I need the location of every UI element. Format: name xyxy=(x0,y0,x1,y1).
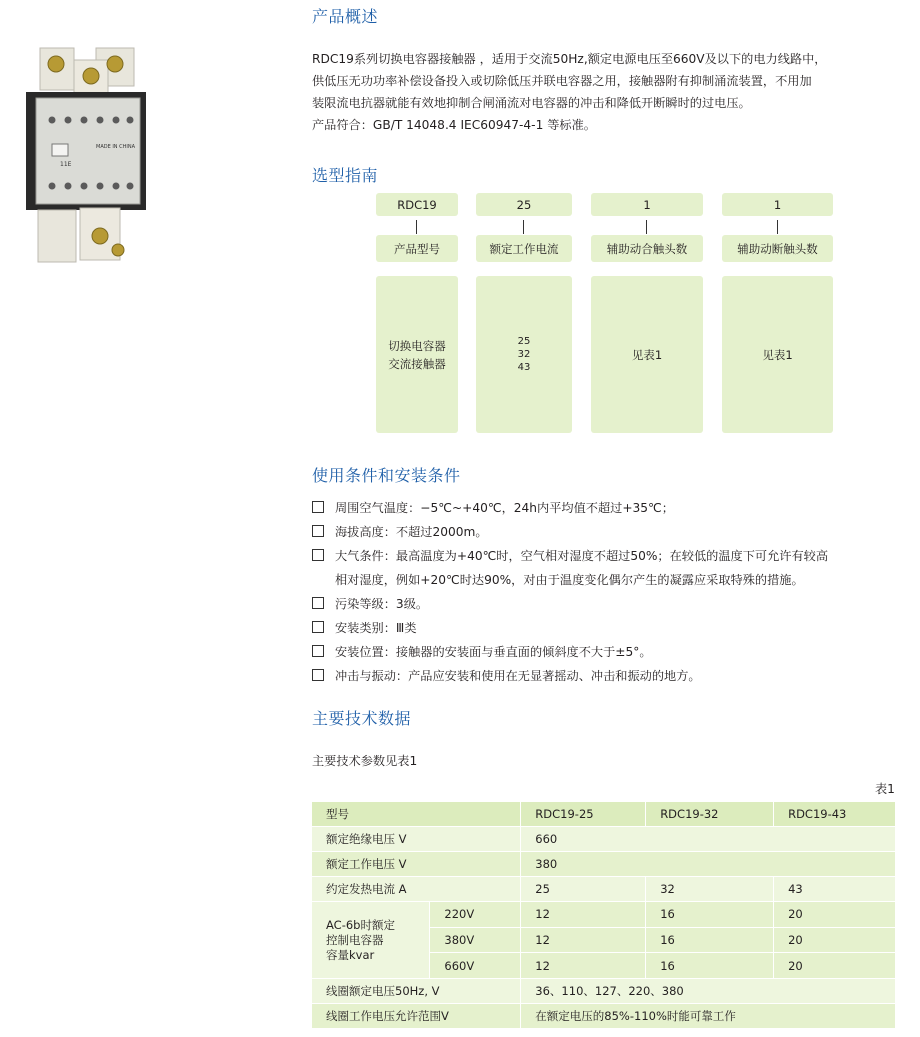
checkbox-icon xyxy=(312,525,324,537)
selection-desc-line: 见表1 xyxy=(762,347,793,362)
table-header-cell: RDC19-43 xyxy=(774,802,896,827)
table-cell: 16 xyxy=(646,902,774,928)
condition-item-continued: 相对湿度，例如+20℃时达90%，对由于温度变化偶尔产生的凝露应采取特殊的措施。 xyxy=(335,573,804,587)
condition-text: 周围空气温度：−5℃~+40℃，24h内平均值不超过+35℃； xyxy=(335,501,674,515)
selection-code-box: 1 xyxy=(591,193,703,216)
made-in-china-label: MADE IN CHINA xyxy=(96,144,136,150)
table-cell: 线圈额定电压50Hz, V xyxy=(312,979,521,1004)
condition-text: 安装类别：Ⅲ类 xyxy=(335,621,417,635)
condition-item xyxy=(312,592,828,616)
table-header-cell: RDC19-25 xyxy=(521,802,646,827)
selection-code-box: 1 xyxy=(722,193,833,216)
table-group-cell xyxy=(312,902,430,979)
selection-desc-box xyxy=(476,276,572,433)
conditions-list xyxy=(312,496,828,688)
conditions-title: 使用条件和安装条件 xyxy=(312,466,461,485)
table-group-line: 容量kvar xyxy=(326,947,375,962)
table-group-line: 控制电容器 xyxy=(326,932,384,947)
table-group-line: AC-6b时额定 xyxy=(326,917,395,932)
condition-text: 海拔高度：不超过2000m。 xyxy=(335,525,488,539)
table-row xyxy=(312,852,896,877)
table-row xyxy=(312,877,896,902)
table-header-cell: RDC19-32 xyxy=(646,802,774,827)
selection-code-box: 25 xyxy=(476,193,572,216)
table-cell: 12 xyxy=(521,902,646,928)
connector-line xyxy=(523,220,524,234)
tech-title: 主要技术数据 xyxy=(312,709,412,728)
table-cell: 额定绝缘电压 V xyxy=(312,827,521,852)
table-cell: 25 xyxy=(521,877,646,902)
condition-item xyxy=(312,640,828,664)
selection-name-box: 辅助动合触头数 xyxy=(591,235,703,262)
checkbox-icon xyxy=(312,669,324,681)
tech-table xyxy=(312,802,896,1029)
table-cell: 660V xyxy=(430,953,521,979)
condition-text: 冲击与振动：产品应安装和使用在无显著摇动、冲击和振动的地方。 xyxy=(335,669,701,683)
condition-text: 安装位置：接触器的安装面与垂直面的倾斜度不大于±5°。 xyxy=(335,645,652,659)
selection-desc-box xyxy=(376,276,458,433)
selection-name-box: 辅助动断触头数 xyxy=(722,235,833,262)
table-cell: 线圈工作电压允许范围V xyxy=(312,1004,521,1029)
checkbox-icon xyxy=(312,645,324,657)
table-cell: 12 xyxy=(521,953,646,979)
table-cell: 约定发热电流 A xyxy=(312,877,521,902)
table-cell: 660 xyxy=(521,827,896,852)
table-cell: 16 xyxy=(646,927,774,953)
overview-line: 供低压无功功率补偿设备投入或切除低压并联电容器之用，接触器附有抑制涌流装置，不用加 xyxy=(312,74,812,88)
condition-item xyxy=(312,544,828,568)
connector-line xyxy=(646,220,647,234)
table-cell: 额定工作电压 V xyxy=(312,852,521,877)
table-cell: 32 xyxy=(646,877,774,902)
selection-code-box: RDC19 xyxy=(376,193,458,216)
checkbox-icon xyxy=(312,621,324,633)
selection-name-box: 产品型号 xyxy=(376,235,458,262)
selection-desc-line: 切换电容器 xyxy=(388,338,446,353)
selection-desc-line: 交流接触器 xyxy=(388,356,446,371)
condition-item xyxy=(312,616,828,640)
checkbox-icon xyxy=(312,549,324,561)
table-cell: 20 xyxy=(774,902,896,928)
table-row xyxy=(312,979,896,1004)
selection-desc-box xyxy=(591,276,703,433)
table-row xyxy=(312,1004,896,1029)
table-cell: 36、110、127、220、380 xyxy=(521,979,896,1004)
overview-line: 装限流电抗器就能有效地抑制合闸涌流对电容器的冲击和降低开断瞬时的过电压。 xyxy=(312,96,751,110)
condition-item xyxy=(312,496,828,520)
table-cell: 12 xyxy=(521,927,646,953)
checkbox-icon xyxy=(312,597,324,609)
table-label: 表1 xyxy=(875,782,895,796)
checkbox-icon xyxy=(312,501,324,513)
selection-desc-line: 25 xyxy=(517,336,531,347)
table-cell: 220V xyxy=(430,902,521,928)
table-row xyxy=(312,902,896,928)
overview-line: RDC19系列切换电容器接触器 ，适用于交流50Hz,额定电源电压至660V及以下的电力线路中， xyxy=(312,52,827,66)
overview-text xyxy=(312,48,908,136)
condition-item xyxy=(312,664,828,688)
table-cell: 380 xyxy=(521,852,896,877)
tech-intro: 主要技术参数见表1 xyxy=(312,754,418,768)
condition-text: 大气条件：最高温度为+40℃时，空气相对湿度不超过50%；在较低的温度下可允许有较高 xyxy=(335,549,829,563)
table-cell: 16 xyxy=(646,953,774,979)
selection-desc-box xyxy=(722,276,833,433)
selection-name-box: 额定工作电流 xyxy=(476,235,572,262)
table-cell: 20 xyxy=(774,927,896,953)
table-cell: 在额定电压的85%-110%时能可靠工作 xyxy=(521,1004,896,1029)
selection-desc-line: 43 xyxy=(517,362,531,373)
selection-title: 选型指南 xyxy=(312,166,379,185)
table-cell: 380V xyxy=(430,927,521,953)
model-11e-label: 11E xyxy=(60,161,72,168)
selection-desc-line: 见表1 xyxy=(631,347,663,362)
product-image xyxy=(18,40,160,280)
condition-text: 污染等级：3级。 xyxy=(335,597,429,611)
table-row xyxy=(312,827,896,852)
table-cell: 43 xyxy=(774,877,896,902)
connector-line xyxy=(777,220,778,234)
table-cell: 20 xyxy=(774,953,896,979)
table-header-cell: 型号 xyxy=(312,802,521,827)
condition-item xyxy=(312,520,828,544)
overview-title: 产品概述 xyxy=(312,7,379,26)
overview-line: 产品符合：GB/T 14048.4 IEC60947-4-1 等标准。 xyxy=(312,118,596,132)
table-header-row xyxy=(312,802,896,827)
connector-line xyxy=(416,220,417,234)
selection-desc-line: 32 xyxy=(517,349,531,360)
